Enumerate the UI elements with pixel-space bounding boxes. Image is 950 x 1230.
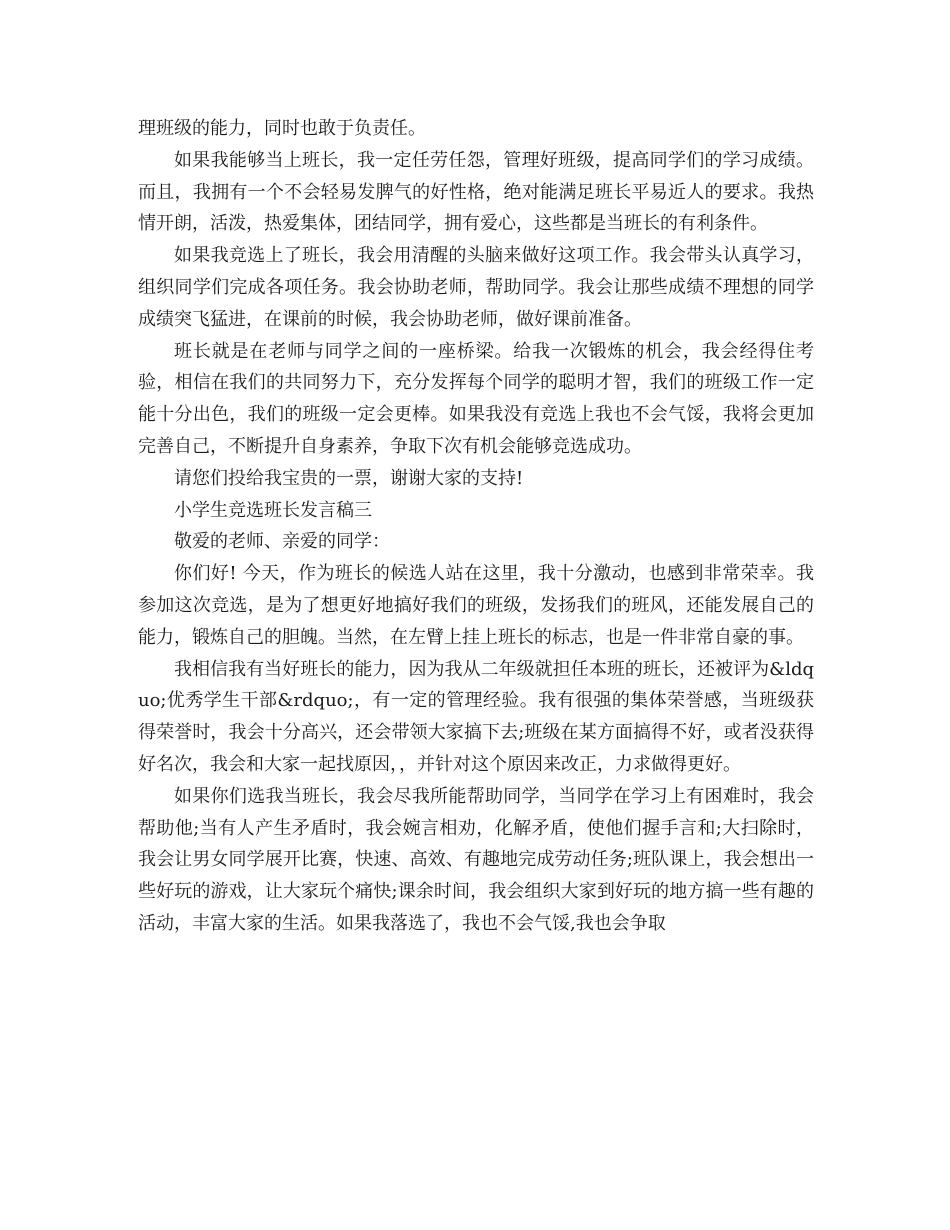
paragraph-2: 如果我能够当上班长，我一定任劳任怨，管理好班级，提高同学们的学习成绩。而且，我拥有一个不会轻易发脾气的好性格，绝对能满足班长平易近人的要求。我热情开朗，活泼，热爱集体，团结同学，拥有爱心，这些都是当班长的有利条件。: [138, 149, 814, 235]
salutation: 敬爱的老师、亲爱的同学：: [174, 531, 390, 553]
document-body: [138, 113, 814, 940]
paragraph-9: 我相信我有当好班长的能力，因为我从二年级就担任本班的班长，还被评为&ldquo;优秀学生干部&rdquo;，有一定的管理经验。我有很强的集体荣誉感，当班级获得荣誉时，我会十分高兴，还会带领大家搞下去;班级在某方面搞得不好，或者没获得好名次，我会和大家一起找原因，，并针对这个原因来改正，力求做得更好。: [138, 658, 814, 775]
section-title: 小学生竞选班长发言稿三: [174, 499, 372, 521]
paragraph-8: 你们好! 今天，作为班长的候选人站在这里，我十分激动，也感到非常荣幸。我参加这次竞选，是为了想更好地搞好我们的班级，发扬我们的班风，还能发展自己的能力，锻炼自己的胆魄。当然，在左臂上挂上班长的标志，也是一件非常自豪的事。: [138, 563, 814, 648]
paragraph-4: 班长就是在老师与同学之间的一座桥梁。给我一次锻炼的机会，我会经得住考验，相信在我们的共同努力下，充分发挥每个同学的聪明才智，我们的班级工作一定能十分出色，我们的班级一定会更棒。如果我没有竞选上我也不会气馁，我将会更加完善自己，不断提升自身素养，争取下次有机会能够竞选成功。: [138, 340, 814, 457]
paragraph-10: 如果你们选我当班长，我会尽我所能帮助同学，当同学在学习上有困难时，我会帮助他;当有人产生矛盾时，我会婉言相劝，化解矛盾，使他们握手言和;大扫除时，我会让男女同学展开比赛，快速、高效、有趣地完成劳动任务;班队课上，我会想出一些好玩的游戏，让大家玩个痛快;课余时间，我会组织大家到好玩的地方搞一些有趣的活动，丰富大家的生活。如果我落选了，我也不会气馁,我也会争取: [138, 785, 814, 934]
paragraph-1: 理班级的能力，同时也敢于负责任。: [138, 118, 426, 139]
paragraph-3: 如果我竞选上了班长，我会用清醒的头脑来做好这项工作。我会带头认真学习，组织同学们完成各项任务。我会协助老师，帮助同学。我会让那些成绩不理想的同学成绩突飞猛进，在课前的时候，我会协助老师，做好课前准备。: [138, 245, 814, 330]
paragraph-5: 请您们投给我宝贵的一票，谢谢大家的支持!: [174, 467, 524, 489]
